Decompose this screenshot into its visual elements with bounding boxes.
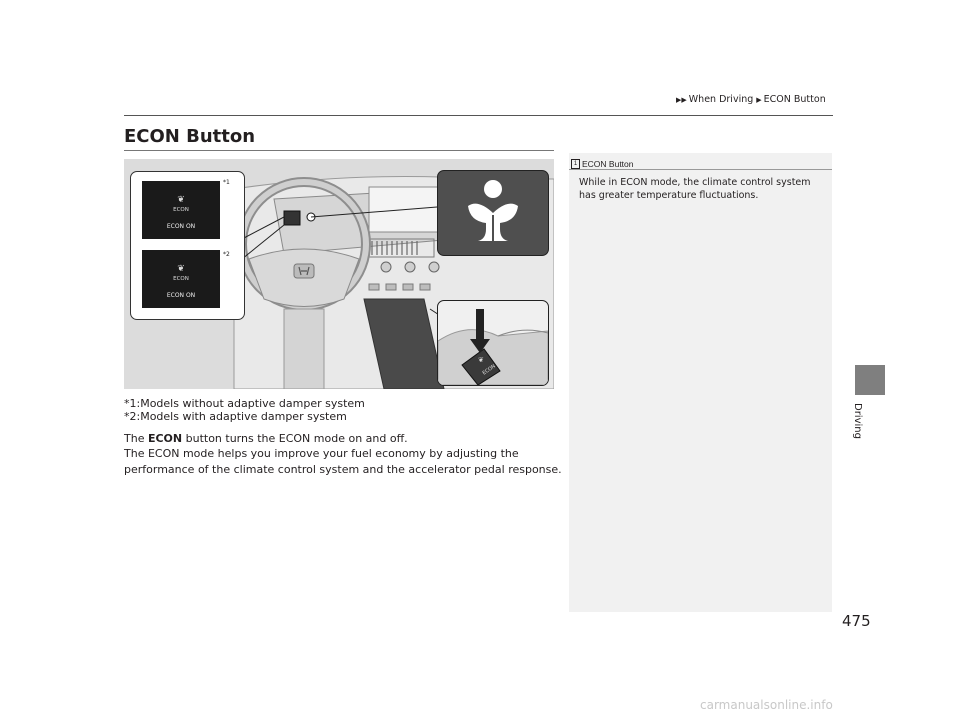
econ-icon-callout — [437, 170, 549, 256]
button-callout — [437, 300, 549, 386]
display-1 — [142, 181, 220, 239]
body-text: The — [124, 432, 148, 445]
watermark[interactable]: carmanualsonline.info — [700, 698, 833, 712]
body-line: The ECON mode helps you improve your fuel economy by adjusting the — [124, 447, 519, 460]
econ-status: ECON ON — [166, 292, 196, 299]
econ-button-label: ECON — [481, 363, 497, 377]
note-rule — [569, 169, 832, 170]
header-rule — [124, 115, 833, 116]
note-heading — [571, 159, 634, 169]
note-ref-number: 1 — [571, 159, 580, 169]
econ-leaf-icon: ❦ — [177, 195, 185, 205]
econ-leaf-icon: ❦ — [177, 264, 185, 274]
body-text: button turns the ECON mode on and off. — [182, 432, 408, 445]
body-line: performance of the climate control system and the accelerator pedal response. — [124, 463, 562, 476]
callout-marker: *1 — [223, 179, 230, 186]
dashboard-illustration — [124, 159, 554, 389]
section-tab[interactable] — [855, 365, 885, 395]
econ-icon — [438, 171, 548, 255]
footnote: *1:Models without adaptive damper system — [124, 397, 365, 410]
econ-term: ECON — [147, 432, 183, 445]
button-closeup — [438, 301, 548, 385]
triangle-icon: ▶▶ — [676, 95, 687, 104]
section-label — [846, 403, 876, 463]
econ-leaf-icon: ❦ — [478, 356, 484, 364]
breadcrumb-item[interactable]: ECON Button — [763, 94, 826, 105]
footnote: *2:Models with adaptive damper system — [124, 410, 347, 423]
callout-marker: *2 — [223, 251, 230, 258]
page-title: ECON Button — [124, 126, 256, 147]
econ-status: ECON ON — [166, 223, 196, 230]
note-column — [569, 153, 832, 612]
body-line — [124, 431, 408, 447]
triangle-icon: ▶ — [756, 95, 762, 104]
note-text: While in ECON mode, the climate control system has greater temperature fluctuations. — [579, 177, 811, 201]
note-title: ECON Button — [582, 159, 634, 169]
title-rule — [124, 150, 554, 151]
page-number: 475 — [842, 612, 871, 630]
econ-label: ECON — [173, 207, 189, 213]
display-callout — [130, 171, 245, 320]
breadcrumb — [676, 94, 826, 105]
econ-label: ECON — [173, 276, 189, 282]
section-label-text: Driving — [852, 403, 863, 439]
display-2 — [142, 250, 220, 308]
breadcrumb-item[interactable]: When Driving — [688, 94, 754, 105]
